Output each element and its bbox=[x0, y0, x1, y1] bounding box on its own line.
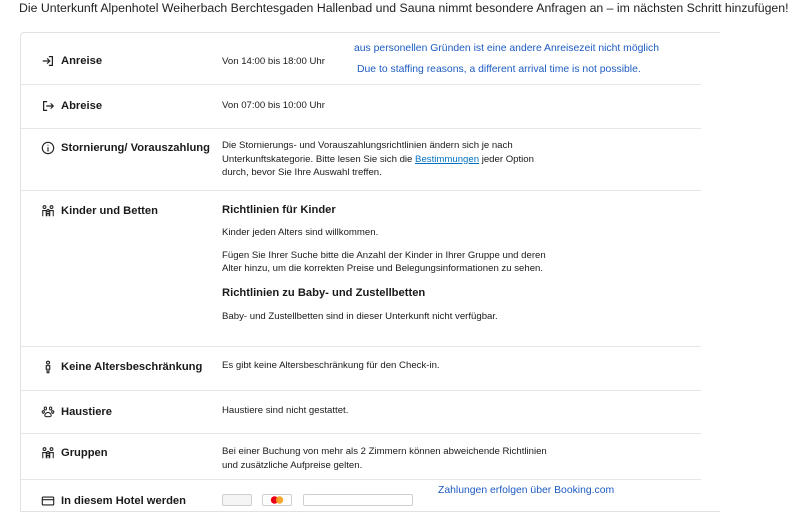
age-restriction-label: Keine Altersbeschränkung bbox=[61, 361, 203, 373]
check-in-label: Anreise bbox=[61, 55, 103, 67]
family-icon bbox=[41, 204, 55, 218]
children-search-hint: Fügen Sie Ihrer Suche bitte die Anzahl der Kinder in Ihrer Gruppe und deren Alter hinzu, um die korrekten Preise und Belegungsinformationen zu sehen. bbox=[222, 249, 546, 274]
house-rules-card bbox=[20, 32, 720, 512]
check-out-time: Von 07:00 bis 10:00 Uhr bbox=[222, 100, 325, 111]
rule-row-children bbox=[21, 191, 701, 347]
rule-row-age-restriction bbox=[21, 347, 701, 391]
groups-label: Gruppen bbox=[61, 447, 108, 459]
pets-label: Haustiere bbox=[61, 406, 112, 418]
groups-text: Bei einer Buchung von mehr als 2 Zimmern können abweichende Richtlinien und zusätzliche Aufpreise gelten. bbox=[222, 446, 547, 471]
card-icon bbox=[41, 494, 55, 508]
children-welcome-text: Kinder jeden Alters sind willkommen. bbox=[222, 227, 379, 238]
rule-row-cancellation bbox=[21, 129, 701, 191]
conditions-link[interactable]: Bestimmungen bbox=[415, 153, 480, 165]
mastercard-icon bbox=[262, 494, 292, 506]
pets-text: Haustiere sind nicht gestattet. bbox=[222, 405, 349, 416]
info-circle-icon bbox=[41, 141, 55, 155]
children-policies bbox=[222, 203, 552, 323]
cancellation-text: Die Stornierungs- und Vorauszahlungsrichtlinien ändern sich je nach Unterkunftskategorie. Bitte lesen Sie sich die Bestimmungen jeder Option durch, bevor Sie Ihre Auswahl treffen. bbox=[222, 140, 534, 178]
rule-row-groups bbox=[21, 434, 701, 480]
annotation-payment: Zahlungen erfolgen über Booking.com bbox=[438, 485, 615, 496]
rule-row-check-out bbox=[21, 85, 701, 129]
check-out-arrow-icon bbox=[41, 99, 55, 113]
children-policy-heading: Richtlinien für Kinder bbox=[222, 204, 336, 216]
person-icon bbox=[41, 360, 55, 374]
paw-icon bbox=[41, 405, 55, 419]
annotation-arrival-de: aus personellen Gründen ist eine andere Anreisezeit nicht möglich bbox=[354, 43, 659, 54]
check-in-arrow-icon bbox=[41, 54, 55, 68]
check-in-time: Von 14:00 bis 18:00 Uhr bbox=[222, 56, 325, 67]
payment-method-badge bbox=[222, 494, 252, 506]
rule-row-pets bbox=[21, 391, 701, 434]
group-icon bbox=[41, 446, 55, 460]
rule-row-check-in bbox=[21, 33, 701, 85]
cot-availability-text: Baby- und Zustellbetten sind in dieser Unterkunft nicht verfügbar. bbox=[222, 310, 498, 322]
cot-policy-heading: Richtlinien zu Baby- und Zustellbetten bbox=[222, 286, 426, 299]
annotation-arrival-en: Due to staffing reasons, a different arrival time is not possible. bbox=[357, 64, 641, 75]
cancellation-label: Stornierung/ Vorauszahlung bbox=[61, 142, 210, 154]
payment-label: In diesem Hotel werden bbox=[61, 495, 186, 507]
children-label: Kinder und Betten bbox=[61, 205, 158, 217]
payment-method-badge-wide bbox=[303, 494, 413, 506]
age-restriction-text: Es gibt keine Altersbeschränkung für den Check-in. bbox=[222, 360, 440, 371]
special-requests-note: Die Unterkunft Alpenhotel Weiherbach Berchtesgaden Hallenbad und Sauna nimmt besondere Anfragen an – im nächsten Schritt hinzufügen! bbox=[19, 1, 789, 15]
check-out-label: Abreise bbox=[61, 100, 103, 112]
